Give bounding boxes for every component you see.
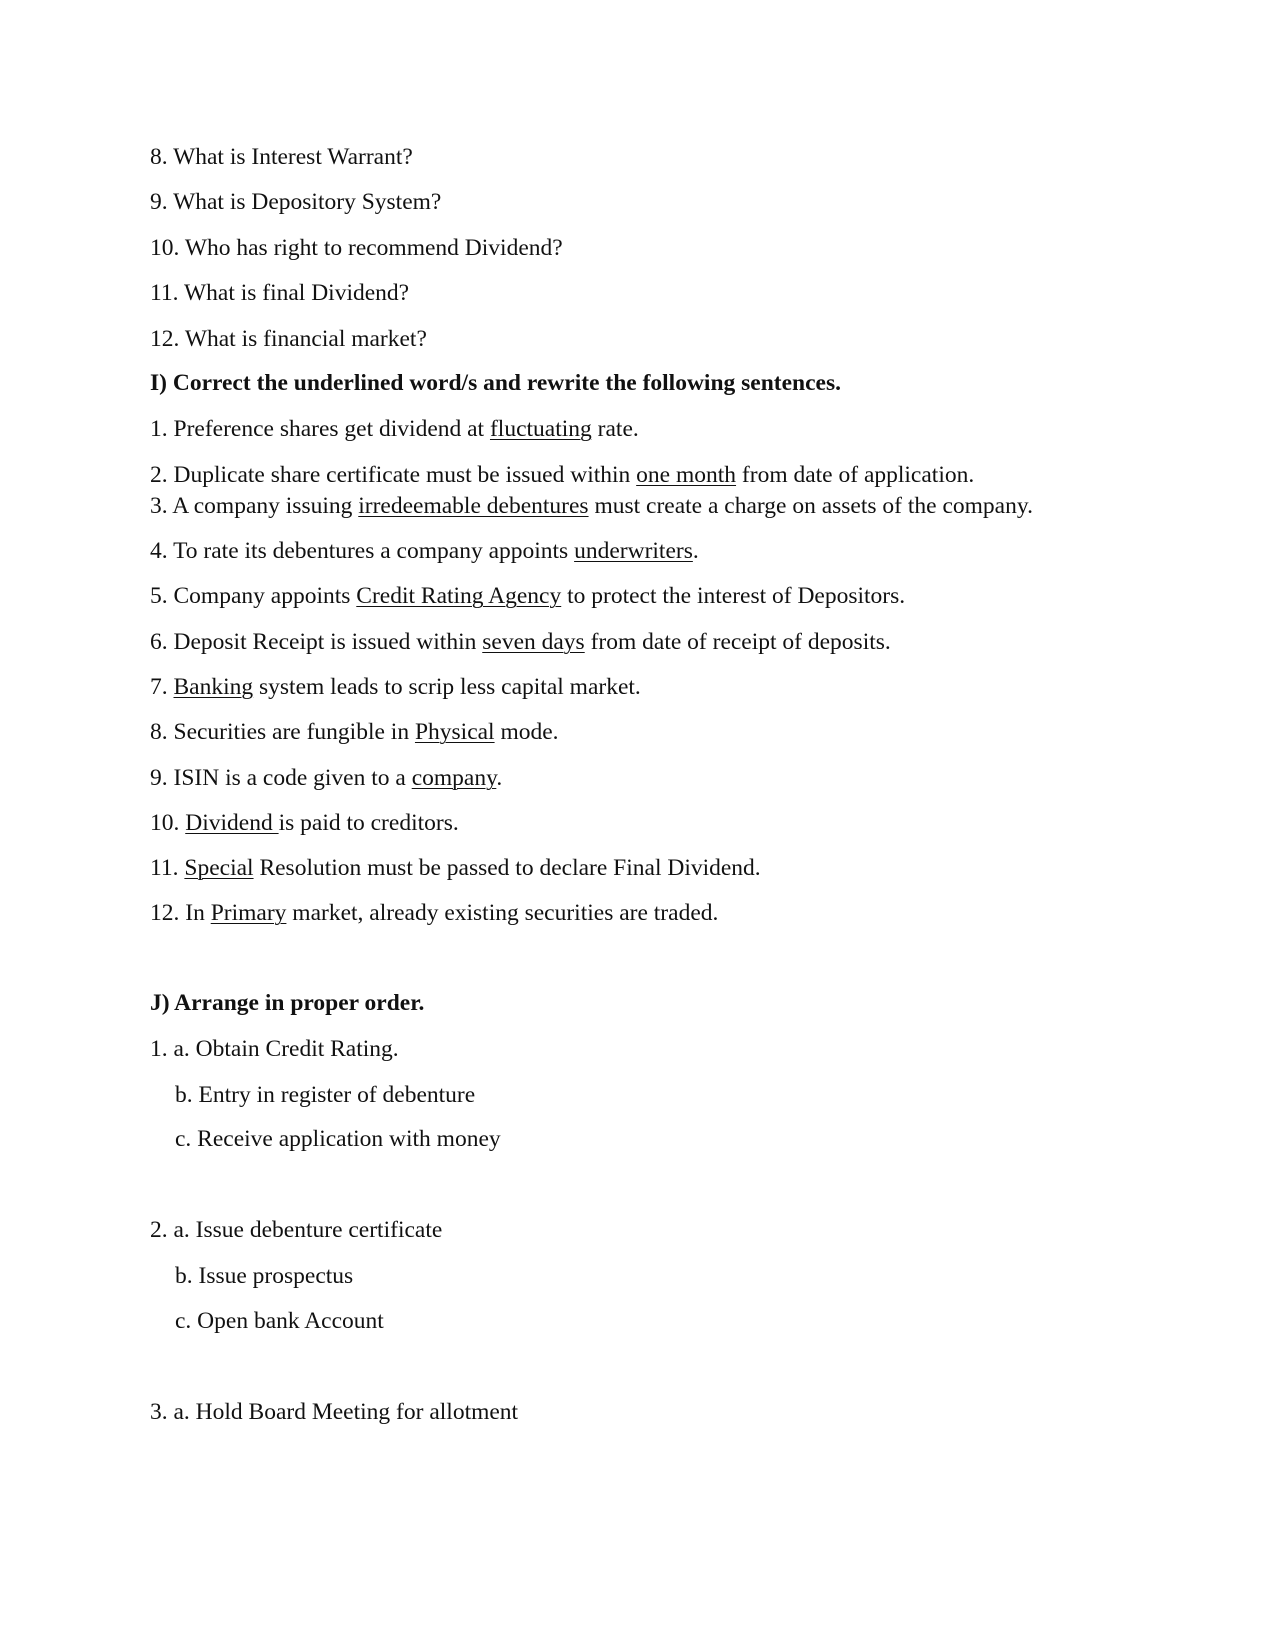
underlined-word: irredeemable debentures xyxy=(358,493,589,519)
underlined-word: Banking xyxy=(173,674,254,700)
order-group-1-b: b. Entry in register of debenture xyxy=(175,1082,476,1108)
underlined-word: fluctuating xyxy=(489,416,592,442)
order-group-2-a: 2. a. Issue debenture certificate xyxy=(150,1217,443,1243)
correction-item-3: 3. A company issuing irredeemable debentures must create a charge on assets of the company. xyxy=(150,493,1033,519)
correction-item-12: 12. In Primary market, already existing securities are traded. xyxy=(150,900,719,926)
section-i-heading: I) Correct the underlined word/s and rewrite the following sentences. xyxy=(150,370,842,396)
underlined-word: one month xyxy=(636,462,737,488)
correction-item-4: 4. To rate its debentures a company appoints underwriters. xyxy=(150,538,699,564)
correction-item-11: 11. Special Resolution must be passed to declare Final Dividend. xyxy=(150,855,761,881)
correction-item-9: 9. ISIN is a code given to a company. xyxy=(150,765,503,791)
section-j-heading: J) Arrange in proper order. xyxy=(150,990,425,1016)
underlined-word: Credit Rating Agency xyxy=(356,583,562,609)
underlined-word: Physical xyxy=(414,719,495,745)
order-group-2-b: b. Issue prospectus xyxy=(175,1263,354,1289)
underlined-word: underwriters xyxy=(574,538,693,564)
correction-item-10: 10. Dividend is paid to creditors. xyxy=(150,810,459,836)
question-9: 9. What is Depository System? xyxy=(150,189,442,215)
correction-item-1: 1. Preference shares get dividend at fluctuating rate. xyxy=(150,416,639,442)
correction-item-5: 5. Company appoints Credit Rating Agency to protect the interest of Depositors. xyxy=(150,583,906,609)
order-group-1-c: c. Receive application with money xyxy=(175,1126,501,1152)
order-group-3-a: 3. a. Hold Board Meeting for allotment xyxy=(150,1399,519,1425)
question-11: 11. What is final Dividend? xyxy=(150,280,410,306)
order-group-2-c: c. Open bank Account xyxy=(175,1308,384,1334)
question-8: 8. What is Interest Warrant? xyxy=(150,144,413,170)
question-12: 12. What is financial market? xyxy=(150,326,427,352)
correction-item-7: 7. Banking system leads to scrip less capital market. xyxy=(150,674,641,700)
underlined-word: company xyxy=(411,765,497,791)
underlined-word: seven days xyxy=(482,629,585,655)
underlined-word: Dividend xyxy=(185,810,279,836)
question-10: 10. Who has right to recommend Dividend? xyxy=(150,235,563,261)
correction-item-2: 2. Duplicate share certificate must be issued within one month from date of application. xyxy=(150,462,975,488)
correction-item-8: 8. Securities are fungible in Physical mode. xyxy=(150,719,559,745)
order-group-1-a: 1. a. Obtain Credit Rating. xyxy=(150,1036,399,1062)
underlined-word: Special xyxy=(184,855,254,881)
correction-item-6: 6. Deposit Receipt is issued within seven days from date of receipt of deposits. xyxy=(150,629,891,655)
underlined-word: Primary xyxy=(210,900,287,926)
